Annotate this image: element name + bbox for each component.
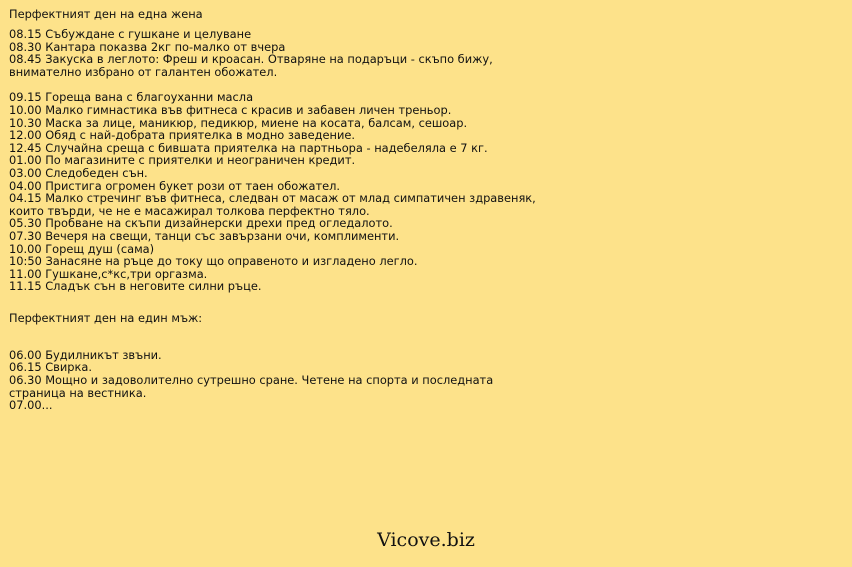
schedule-entry: 03.00 Следобеден сън. <box>9 165 148 180</box>
schedule-entry: 10.30 Маска за лице, маникюр, педикюр, миене на косата, балсам, сешоар. <box>9 115 468 130</box>
schedule-entry: 06.30 Мощно и задоволително сутрешно сране. Четене на спорта и последната страница на вестника. <box>9 373 494 400</box>
schedule-entry: 11.00 Гушкане,с*кс,три оргазма. <box>9 266 208 281</box>
man-day-title: Перфектният ден на един мъж: <box>9 310 203 325</box>
document-body <box>9 6 844 412</box>
schedule-entry: 08.45 Закуска в леглото: Фреш и кроасан. Отваряне на подаръци - скъпо бижу, внимателно избрано от галантен обожател. <box>9 52 493 79</box>
schedule-entry: 01.00 По магазините с приятелки и неограничен кредит. <box>9 153 356 168</box>
schedule-entry: 06.00 Будилникът звъни. <box>9 347 162 362</box>
schedule-entry: 09.15 Гореща вана с благоуханни масла <box>9 90 254 105</box>
schedule-entry: 10.00 Малко гимнастика във фитнеса с красив и забавен личен треньор. <box>9 102 452 117</box>
schedule-entry: 12.00 Обяд с най-добрата приятелка в модно заведение. <box>9 128 355 143</box>
woman-morning-list <box>9 28 844 78</box>
woman-day-list <box>9 91 844 293</box>
schedule-entry: 10.00 Горещ душ (сама) <box>9 241 155 256</box>
schedule-entry: 12.45 Случайна среща с бившата приятелка на партньора - надебеляла е 7 кг. <box>9 140 488 155</box>
watermark-text: Vicove.biz <box>377 529 475 551</box>
schedule-entry: 06.15 Свирка. <box>9 360 93 375</box>
site-watermark <box>0 529 852 551</box>
schedule-entry: 11.15 Сладък сън в неговите силни ръце. <box>9 279 262 294</box>
man-day-list <box>9 349 844 412</box>
schedule-entry: 07.30 Вечеря на свещи, танци със завързани очи, комплименти. <box>9 228 400 243</box>
schedule-entry: 10:50 Занасяне на ръце до току що оправеното и изгладено легло. <box>9 254 418 269</box>
schedule-entry: 08.30 Кантара показва 2кг по-малко от вчера <box>9 39 286 54</box>
schedule-entry: 05.30 Пробване на скъпи дизайнерски дрехи пред огледалото. <box>9 216 393 231</box>
schedule-entry: 04.15 Малко стречинг във фитнеса, следван от масаж от млад симпатичен здравеняк, които твърди, че не е масажирал толкова перфектно тяло. <box>9 191 536 218</box>
woman-day-title: Перфектният ден на една жена <box>9 7 203 21</box>
schedule-entry: 04.00 Пристига огромен букет рози от таен обожател. <box>9 178 340 193</box>
schedule-entry: 07.00... <box>9 398 53 413</box>
schedule-entry: 08.15 Събуждане с гушкане и целуване <box>9 27 252 41</box>
